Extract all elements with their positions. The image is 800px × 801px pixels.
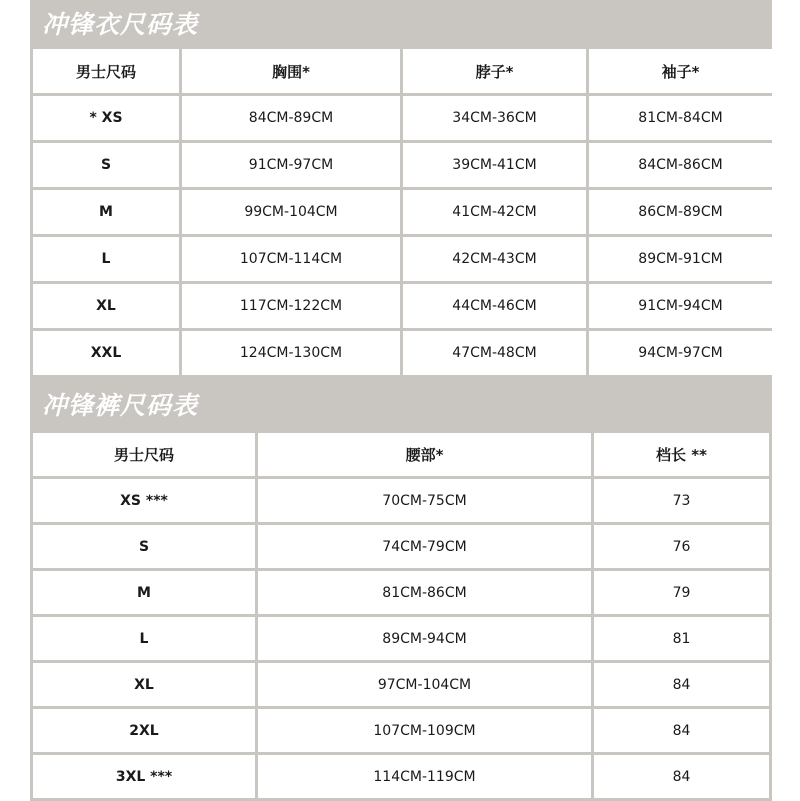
- neck-cell: 42CM-43CM: [403, 237, 586, 281]
- inseam-cell: 84: [594, 709, 769, 752]
- table-row: [33, 755, 769, 798]
- size-cell: XL: [33, 663, 255, 706]
- neck-cell: 39CM-41CM: [403, 143, 586, 187]
- table-row: [33, 663, 769, 706]
- table-row: [33, 190, 772, 234]
- table-header-row: [33, 433, 769, 476]
- size-cell: XL: [33, 284, 179, 328]
- table-row: [33, 96, 772, 140]
- size-cell: 2XL: [33, 709, 255, 752]
- pants-size-table: [30, 430, 772, 801]
- sleeve-cell: 94CM-97CM: [589, 331, 772, 375]
- jacket-size-table: [30, 46, 775, 378]
- size-cell: S: [33, 525, 255, 568]
- size-cell: L: [33, 237, 179, 281]
- sleeve-cell: 91CM-94CM: [589, 284, 772, 328]
- size-chart-sheet: [30, 0, 772, 801]
- size-cell: M: [33, 571, 255, 614]
- waist-cell: 114CM-119CM: [258, 755, 591, 798]
- size-cell: L: [33, 617, 255, 660]
- table-row: [33, 479, 769, 522]
- header-waist: 腰部*: [258, 433, 591, 476]
- chest-cell: 91CM-97CM: [182, 143, 400, 187]
- sleeve-cell: 84CM-86CM: [589, 143, 772, 187]
- sleeve-cell: 81CM-84CM: [589, 96, 772, 140]
- table-row: [33, 525, 769, 568]
- header-size: 男士尺码: [33, 433, 255, 476]
- jacket-section-title: 冲锋衣尺码表: [42, 10, 199, 39]
- table-row: [33, 284, 772, 328]
- table-row: [33, 143, 772, 187]
- size-cell: M: [33, 190, 179, 234]
- sleeve-cell: 86CM-89CM: [589, 190, 772, 234]
- table-header-row: [33, 49, 772, 93]
- header-neck: 脖子*: [403, 49, 586, 93]
- header-sleeve: 袖子*: [589, 49, 772, 93]
- size-cell: XXL: [33, 331, 179, 375]
- neck-cell: 44CM-46CM: [403, 284, 586, 328]
- chest-cell: 107CM-114CM: [182, 237, 400, 281]
- waist-cell: 89CM-94CM: [258, 617, 591, 660]
- waist-cell: 97CM-104CM: [258, 663, 591, 706]
- chest-cell: 124CM-130CM: [182, 331, 400, 375]
- table-row: [33, 709, 769, 752]
- table-row: [33, 237, 772, 281]
- inseam-cell: 81: [594, 617, 769, 660]
- size-cell: 3XL ***: [33, 755, 255, 798]
- size-cell: S: [33, 143, 179, 187]
- table-row: [33, 331, 772, 375]
- size-cell: * XS: [33, 96, 179, 140]
- inseam-cell: 84: [594, 755, 769, 798]
- inseam-cell: 73: [594, 479, 769, 522]
- waist-cell: 81CM-86CM: [258, 571, 591, 614]
- pants-section-title: 冲锋裤尺码表: [42, 391, 199, 420]
- sleeve-cell: 89CM-91CM: [589, 237, 772, 281]
- neck-cell: 34CM-36CM: [403, 96, 586, 140]
- neck-cell: 41CM-42CM: [403, 190, 586, 234]
- header-inseam: 档长 **: [594, 433, 769, 476]
- inseam-cell: 76: [594, 525, 769, 568]
- chest-cell: 99CM-104CM: [182, 190, 400, 234]
- table-row: [33, 571, 769, 614]
- header-chest: 胸围*: [182, 49, 400, 93]
- header-size: 男士尺码: [33, 49, 179, 93]
- size-cell: XS ***: [33, 479, 255, 522]
- neck-cell: 47CM-48CM: [403, 331, 586, 375]
- inseam-cell: 79: [594, 571, 769, 614]
- waist-cell: 107CM-109CM: [258, 709, 591, 752]
- table-row: [33, 617, 769, 660]
- waist-cell: 70CM-75CM: [258, 479, 591, 522]
- chest-cell: 117CM-122CM: [182, 284, 400, 328]
- chest-cell: 84CM-89CM: [182, 96, 400, 140]
- waist-cell: 74CM-79CM: [258, 525, 591, 568]
- inseam-cell: 84: [594, 663, 769, 706]
